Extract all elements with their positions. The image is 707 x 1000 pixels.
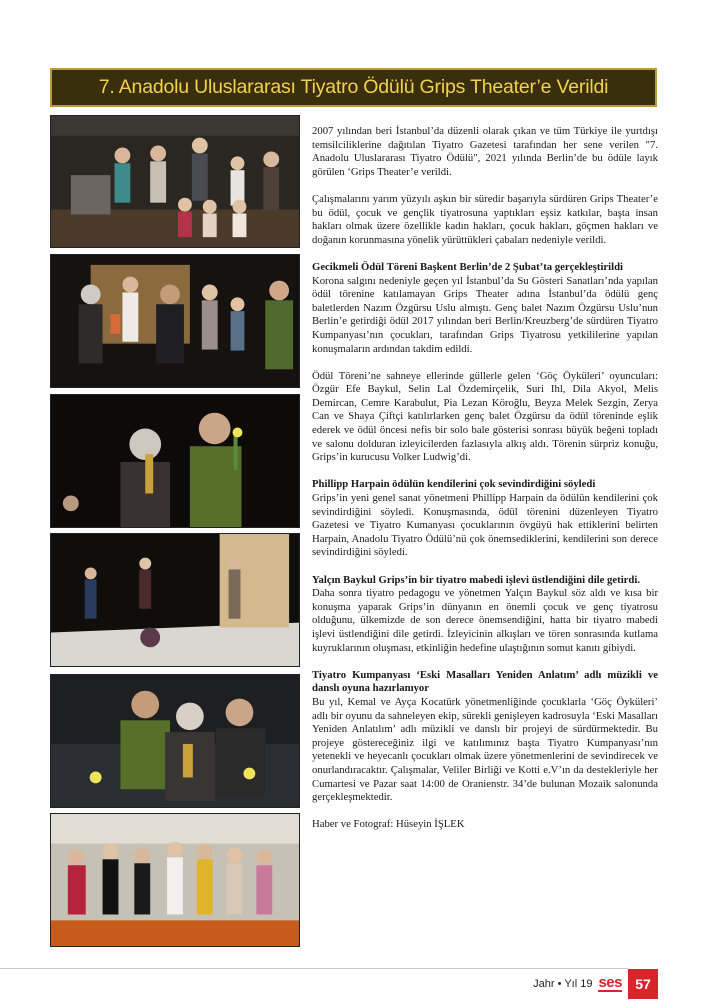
article-title: 7. Anadolu Uluslararası Tiyatro Ödülü Grips Theater’e Verildi (98, 76, 609, 98)
article-paragraph: Çalışmalarını yarım yüzyılı aşkın bir süredir başarıyla sürdüren Grips Theater’e bu ödül, çocuk ve gençlik tiyatrosuna yaptıkları eşsiz katkılar, başta insan hakları olmak üzere özellikle kadın hakları, çocuk hakları, göçmen hakları ve doğanın korunmasına yönelik yürüttükleri çabaları nedeniyle verildi. (312, 192, 658, 246)
article-credit: Haber ve Fotograf: Hüseyin İŞLEK (312, 818, 465, 831)
photo-award-recipients (50, 674, 300, 808)
article-paragraph: Ödül Töreni’ne sahneye ellerinde güllerle gelen ‘Göç Öyküleri’ oyuncuları: Özgür Efe Baykul, Selin Lal Özdemirçelik, Suri Ihl, Dila Akyol, Melis Demircan, Cemre Karabulut, Pia Lezan Köroğlu, Beyza Melek Sezgin, Zerya Can ve Shaya Çiftçi katılırlarken genç balet Özgürsu da ödül töreninde eşlik ederek ve ödül öncesi nefis bir solo bale gösterisi sonrası büyük beğeni topladı ve salonu dolduran izleyicilerden fazlasıyla alkış aldı. Törenin sürpriz konuğu, Grips’in kurucusu Volker Ludwig’di. (312, 369, 658, 464)
section-heading: Phillipp Harpain ödülün kendilerini çok sevindirdiğini söyledi (312, 478, 596, 491)
article-paragraph: Korona salgını nedeniyle geçen yıl İstanbul’da Su Gösteri Sanatları’nda yapılan ödül törenine katılamayan Grips Theater adına İstanbul’da ödülü genç baletlerden Nazım Özgürsu Uslu almıştı. Genç balet Nazım Özgürsu Uslu’nun Berlin’e getirdiği ödül 2017 yılından beri Berlin/Kreuzberg’de sürdüren Tiyatro Kumpanyası’nın çocukları, tarafından Grips Tiyatrosu yetkililerine yapılan konuşmaların ardından takdim edildi. (312, 274, 658, 355)
section-heading: Yalçın Baykul Grips’in bir tiyatro mabedi işlevi üstlendiğini dile getirdi. (312, 573, 640, 586)
article-paragraph: Bu yıl, Kemal ve Ayça Kocatürk yönetmenliğinde çocuklarla ‘Göç Öyküleri’ adlı bir oyunu da sahneleyen ekip, sürekli genişleyen kadrosuyla ‘Eski Masalları Yeniden Anlatılım’ adlı müzikli ve danslı bir projeyi de sürdürmektedir. Bu projeye göstereceğiniz ilgi ve katılımınız başta Tiyatro Kumpanyası’nın yetenekli ve heyecanlı çocukları olmak üzere yönetmenlerini de sevindirecek ve onurlandıracaktır. Çalışmalar, Veliler Birliği ve Kotti e.V’ın da destekleriyle her Cumartesi ve Pazar saat 14:00 de Oranienstr. 34’de bulunan Mozaik salonunda gerçekleşmektedir. (312, 695, 658, 804)
article-title-bar (50, 68, 657, 107)
photo-trophy-roses (50, 394, 300, 528)
article-intro: 2007 yılından beri İstanbul’da düzenli olarak çıkan ve tüm Türkiye ile yurtdışı temsilciliklerine dağıtılan Tiyatro Gazetesi tarafından her sene verilen "7. Anadolu Uluslararası Tiyatro Ödülü", 2021 yılında Berlin’de bu ödüle layık görülen ‘Grips Theater’e verildi. (312, 125, 658, 178)
section-heading: Gecikmeli Ödül Töreni Başkent Berlin’de 2 Şubat’ta gerçekleştirildi (312, 260, 624, 273)
article-body (312, 125, 658, 832)
photo-award-speech (50, 254, 300, 388)
section-heading: Tiyatro Kumpanyası ‘Eski Masalları Yeniden Anlatım’ adlı müzikli ve danslı oyuna hazırlanıyor (312, 668, 658, 695)
article-paragraph: Grips’in yeni genel sanat yönetmeni Phillipp Harpain da ödülün kendilerini çok sevindirdiğini söyledi. Konuşmasında, ödül törenini düzenleyen Tiyatro Gazetesi ve Tiyatro Kumanyası çocuklarının övgüyü hak ettiklerini belirten Harpain, Anadolu Tiyatro Ödülü’nü çok önemsediklerini, kendilerini son derece sevindirdiğini söyledi. (312, 492, 658, 559)
photo-group-children (50, 115, 300, 248)
page-number: 57 (628, 969, 658, 999)
magazine-logo: ses (598, 973, 622, 991)
issue-label: Jahr • Yıl 19 (533, 977, 593, 990)
page-footer (533, 969, 658, 998)
article-paragraph: Daha sonra tiyatro pedagogu ve yönetmen Yalçın Baykul söz aldı ve kısa bir konuşma yaparak Grips’in dünyanın en önemli çocuk ve genç tiyatrosu olduğunu, ülkemizde de son derece önemsendiğini, hatta bir tiyatro mabedi işlevi üstlendiğini dile getirdi. İzleyicinin alkışları ve tören sonrasında kutlama kuyruklarının oluşması, etkinliğin hedefine ulaştığının somut kanıtı gibiydi. (312, 587, 658, 654)
photo-stage-performance (50, 533, 300, 667)
photo-children-cast (50, 813, 300, 947)
